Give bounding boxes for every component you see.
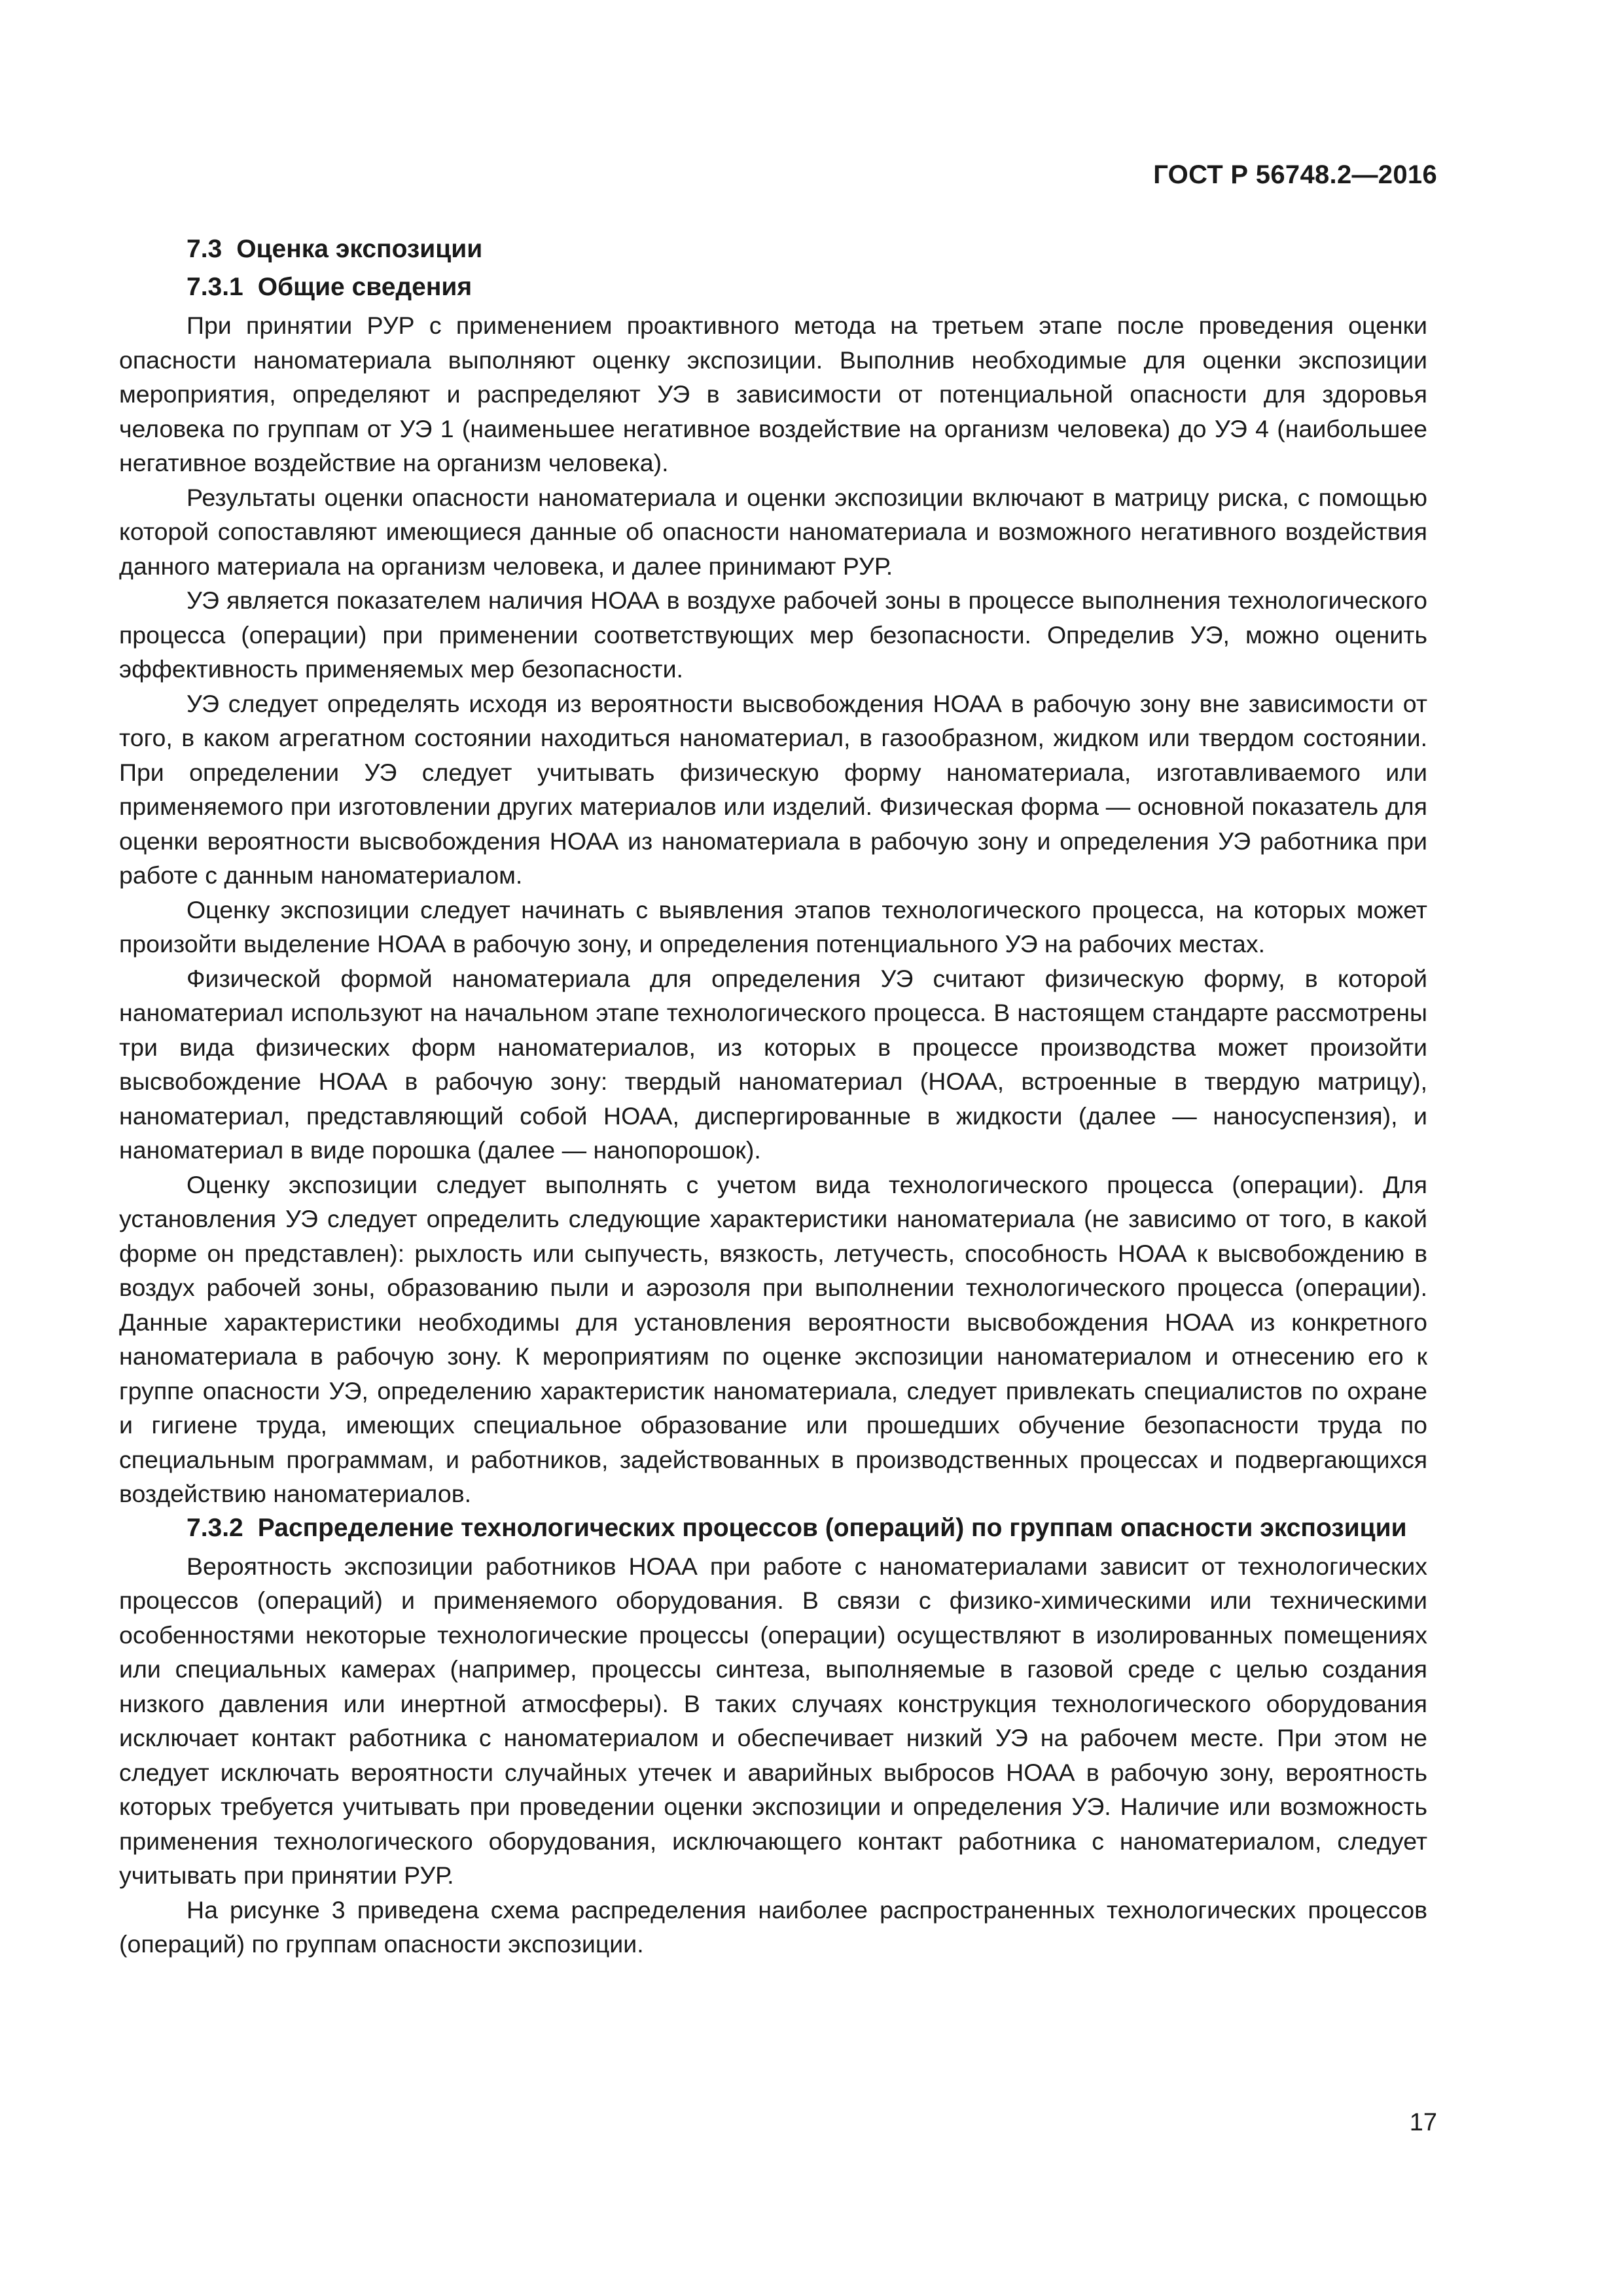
- paragraph: УЭ является показателем наличия НОАА в воздухе рабочей зоны в процессе выполнения технологического процесса (операции) при применении соответствующих мер безопасности. Определив УЭ, можно оценить эффективность применяемых мер безопасности.: [119, 586, 1427, 683]
- paragraph: Оценку экспозиции следует начинать с выявления этапов технологического процесса, на которых может произойти выделение НОАА в рабочую зону, и определения потенциального УЭ на рабочих местах.: [119, 895, 1427, 958]
- paragraph: Оценку экспозиции следует выполнять с учетом вида технологического процесса (операции). Для установления УЭ следует определить следующие характеристики наноматериала (не зависимо от того, в какой форме он представлен): рыхлость или сыпучесть, вязкость, летучесть, способность НОАА к высвобождению в воздух рабочей зоны, образованию пыли и аэрозоля при выполнении технологического процесса (операции). Данные характеристики необходимы для установления вероятности высвобождения НОАА из конкретного наноматериала в рабочую зону. К мероприятиям по оценке экспозиции наноматериалом и отнесению его к группе опасности УЭ, определению характеристик наноматериала, следует привлекать специалистов по охране и гигиене труда, имеющих специальное образование или прошедших обучение безопасности труда по специальным программам, и работников, задействованных в производственных процессах и подвергающихся воздействию наноматериалов.: [119, 1170, 1427, 1507]
- paragraph: Результаты оценки опасности наноматериала и оценки экспозиции включают в матрицу риска, с помощью которой сопоставляют имеющиеся данные об опасности наноматериала и возможного негативного воздействия данного материала на организм человека, и далее принимают РУР.: [119, 483, 1427, 580]
- paragraph: На рисунке 3 приведена схема распределения наиболее распространенных технологических процессов (операций) по группам опасности экспозиции.: [119, 1895, 1427, 1958]
- subsection-number-1: 7.3.1: [187, 273, 243, 301]
- subsection-number-2: 7.3.2: [187, 1513, 243, 1542]
- paragraph: Физической формой наноматериала для определения УЭ считают физическую форму, в которой наноматериал используют на начальном этапе технологического процесса. В настоящем стандарте рассмотрены три вида физических форм наноматериалов, из которых в процессе производства может произойти высвобождение НОАА в рабочую зону: твердый наноматериал (НОАА, встроенные в твердую матрицу), наноматериал, представляющий собой НОАА, диспергированные в жидкости (далее — наносуспензия), и наноматериал в виде порошка (далее — нанопорошок).: [119, 964, 1427, 1164]
- page-number: 17: [1409, 2109, 1437, 2136]
- section-number: 7.3: [187, 235, 223, 263]
- section-title: Оценка экспозиции: [236, 235, 483, 263]
- document-standard-number: ГОСТ Р 56748.2—2016: [1153, 160, 1437, 189]
- paragraph: УЭ следует определять исходя из вероятности высвобождения НОАА в рабочую зону вне зависимости от того, в каком агрегатном состоянии находиться наноматериал, в газообразном, жидком или твердом состоянии. При определении УЭ следует учитывать физическую форму наноматериала, изготавливаемого или применяемого при изготовлении других материалов или изделий. Физическая форма — основной показатель для оценки вероятности высвобождения НОАА из наноматериала в рабочую зону и определения УЭ работника при работе с данным наноматериалом.: [119, 689, 1427, 889]
- subsection-title-2: Распределение технологических процессов (операций) по группам опасности экспозиции: [257, 1513, 1407, 1542]
- page-body: [119, 232, 1427, 1962]
- subsection-title-1: Общие сведения: [257, 273, 473, 301]
- subsection-heading-2: [119, 1511, 1427, 1545]
- subsection-heading-1: [119, 270, 1427, 304]
- paragraph: Вероятность экспозиции работников НОАА при работе с наноматериалами зависит от технологических процессов (операций) и применяемого оборудования. В связи с физико-химическими или техническими особенностями некоторые технологические процессы (операции) осуществляют в изолированных помещениях или специальных камерах (например, процессы синтеза, выполняемые в газовой среде с целью создания низкого давления или инертной атмосферы). В таких случаях конструкция технологического оборудования исключает контакт работника с наноматериалом и обеспечивает низкий УЭ на рабочем месте. При этом не следует исключать вероятности случайных утечек и аварийных выбросов НОАА в рабочую зону, вероятность которых требуется учитывать при проведении оценки экспозиции и определения УЭ. Наличие или возможность применения технологического оборудования, исключающего контакт работника с наноматериалом, следует учитывать при принятии РУР.: [119, 1552, 1427, 1889]
- paragraph: При принятии РУР с применением проактивного метода на третьем этапе после проведения оценки опасности наноматериала выполняют оценку экспозиции. Выполнив необходимые для оценки экспозиции мероприятия, определяют и распределяют УЭ в зависимости от потенциальной опасности для здоровья человека по группам от УЭ 1 (наименьшее негативное воздействие на организм человека) до УЭ 4 (наибольшее негативное воздействие на организм человека).: [119, 312, 1427, 476]
- section-heading: [119, 232, 1427, 266]
